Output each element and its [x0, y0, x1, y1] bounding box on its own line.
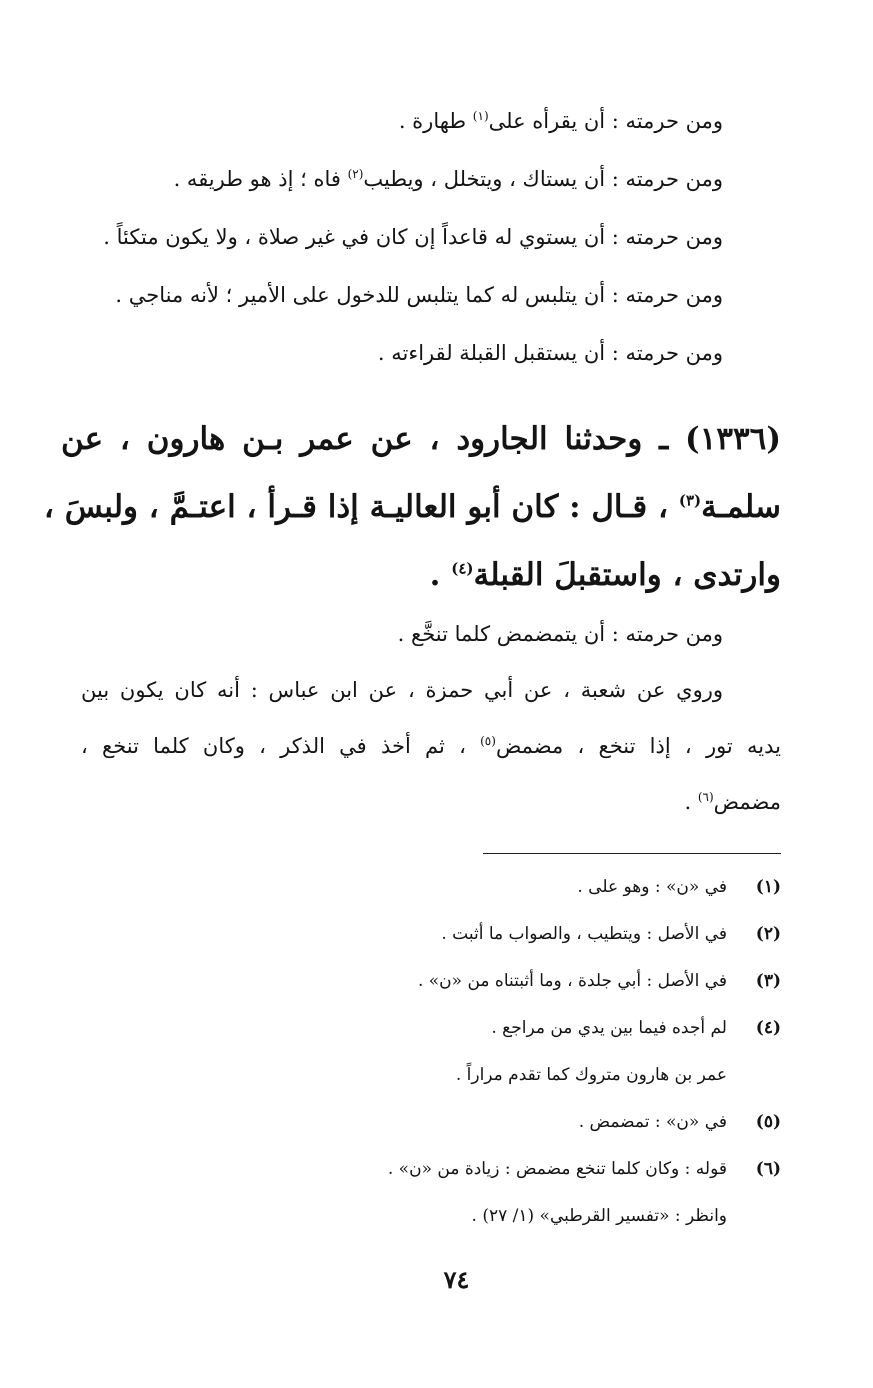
footnote-ref: (٤) [451, 559, 474, 578]
footnote-number: (٥) [755, 1112, 781, 1132]
footnote [81, 1005, 781, 1052]
text-line-content: ومن حرمته : أن يستقبل القبلة لقراءته . [377, 341, 723, 365]
footnote-number: (٣) [755, 971, 781, 991]
text-line-content: طهارة . [398, 109, 473, 133]
paragraph-line: وروي عن شعبة ، عن أبي حمزة ، عن ابن عباس : أنه كان يكون بين [81, 678, 723, 702]
text-line-content: ومن حرمته : أن يستوي له قاعداً إن كان في غير صلاة ، ولا يكون متكئاً . [103, 225, 723, 249]
hadith-text: . [429, 557, 452, 593]
footnote-text: لم أجده فيما بين يدي من مراجع . [491, 1018, 727, 1038]
footnote-text: عمر بن هارون متروك كما تقدم مراراً . [455, 1065, 727, 1085]
text-line [83, 208, 723, 266]
paragraph-text: . [684, 790, 698, 814]
footnote-number: (٢) [755, 924, 781, 944]
page-number-text: ٧٤ [443, 1265, 470, 1294]
text-line-content: فاه ؛ إذ هو طريقه . [173, 167, 348, 191]
hadith-text: وارتدى ، واستقبلَ القبلة [473, 557, 781, 593]
footnote-divider [483, 853, 781, 854]
footnote [81, 1099, 781, 1146]
hadith-line [43, 473, 781, 541]
footnote-continuation [81, 1193, 781, 1240]
footnote-ref: (١) [472, 109, 489, 123]
footnote-text: في الأصل : أبي جلدة ، وما أثبتناه من «ن» . [417, 971, 727, 991]
footnote-number: (٤) [755, 1018, 781, 1038]
footnote-ref: (٢) [347, 167, 364, 181]
footnote [81, 864, 781, 911]
text-line [83, 324, 723, 382]
footnote-ref: (٣) [678, 491, 702, 510]
footnote-number: (٦) [755, 1159, 781, 1179]
after-hadith [81, 606, 781, 830]
paragraph-line [81, 718, 781, 774]
paragraph-text: يديه تور ، إذا تنخع ، مضمض [495, 734, 781, 758]
text-line-content: ومن حرمته : أن يستاك ، ويتخلل ، ويطيب [363, 167, 723, 191]
footnote-ref: (٥) [480, 734, 496, 748]
hadith-line [61, 541, 781, 609]
text-line [83, 266, 723, 324]
narration-paragraph [81, 662, 781, 830]
footnote-text: في «ن» : تمضمض . [578, 1112, 727, 1132]
footnote-text: في الأصل : ويتطيب ، والصواب ما أثبت . [441, 924, 727, 944]
hadith-text: سلمـة [701, 489, 781, 525]
hadith-line: (١٣٣٦) ـ وحدثنا الجارود ، عن عمر بـن هارون ، عن [61, 421, 781, 457]
text-line: ومن حرمته : أن يتمضمض كلما تنخَّع . [397, 622, 723, 646]
paragraph-text: مضمض [713, 790, 781, 814]
text-line-content: ومن حرمته : أن يقرأه على [488, 109, 723, 133]
footnote [81, 1146, 781, 1193]
paragraph-text: ، ثم أخذ في الذكر ، وكان كلما تنخع ، [81, 734, 481, 758]
page-number [0, 1265, 873, 1294]
text-line-content: ومن حرمته : أن يتلبس له كما يتلبس للدخول على الأمير ؛ لأنه مناجي . [115, 283, 723, 307]
hadith-text: ، قـال : كان أبو العاليـة إذا قـرأ ، اعتـمَّ ، ولبسَ ، [43, 489, 679, 525]
footnote-ref: (٦) [697, 790, 714, 804]
footnote [81, 911, 781, 958]
paragraph-line [81, 774, 781, 830]
footnote-number: (١) [755, 877, 781, 897]
footnote [81, 958, 781, 1005]
text-line [83, 92, 723, 150]
intro-lines [83, 92, 723, 382]
footnotes [81, 864, 781, 1240]
footnote-text: قوله : وكان كلما تنخع مضمض : زيادة من «ن» . [387, 1159, 727, 1179]
footnote-continuation [81, 1052, 781, 1099]
footnote-text: وانظر : «تفسير القرطبي» (١/ ٢٧) . [471, 1206, 727, 1226]
footnote-text: في «ن» : وهو على . [577, 877, 727, 897]
text-line [83, 150, 723, 208]
hadith-block [43, 405, 781, 609]
